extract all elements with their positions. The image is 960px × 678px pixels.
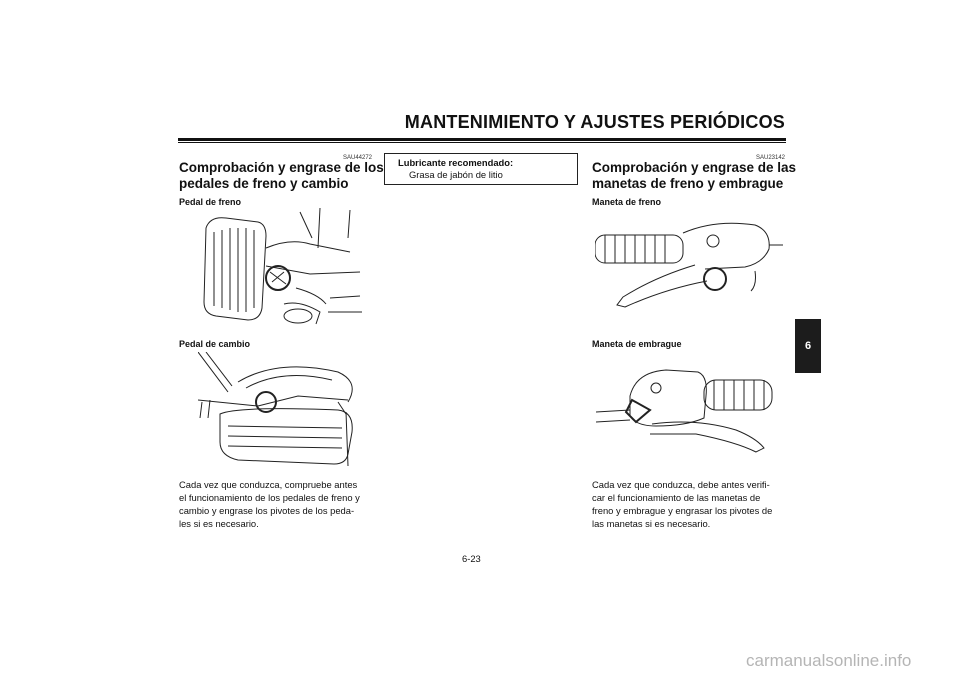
chapter-tab (795, 319, 821, 373)
brake-pedal-illustration (200, 208, 365, 332)
header-rule-thin (178, 142, 786, 143)
watermark: carmanualsonline.info (746, 651, 912, 670)
left-body-text (179, 478, 373, 530)
brake-lever-label: Maneta de freno (592, 197, 662, 207)
page-number: 6-23 (462, 553, 481, 564)
lubricant-value: Grasa de jabón de litio (409, 169, 503, 180)
section-code: SAU23142 (756, 155, 786, 161)
body-line: car el funcionamiento de las manetas de (592, 492, 761, 503)
section-heading-line: pedales de freno y cambio (179, 176, 349, 191)
section-code: SAU44272 (343, 155, 373, 161)
body-line: freno y embrague y engrasar los pivotes de (592, 505, 773, 516)
body-line: les si es necesario. (179, 518, 259, 529)
chapter-tab-label: 6 (804, 340, 812, 352)
shift-pedal-illustration (198, 352, 366, 470)
body-line: cambio y engrase los pivotes de los peda- (179, 505, 355, 516)
section-heading (592, 160, 796, 192)
lubricant-title: Lubricante recomendado: (398, 157, 514, 168)
body-line: Cada vez que conduzca, compruebe antes (179, 479, 358, 490)
lubricant-box (384, 153, 578, 185)
section-heading-line: Comprobación y engrase de los (179, 160, 384, 175)
clutch-lever-illustration (596, 356, 786, 456)
body-line: las manetas si es necesario. (592, 518, 711, 529)
section-heading (179, 160, 384, 192)
section-heading-line: Comprobación y engrase de las (592, 160, 797, 175)
page-title: MANTENIMIENTO Y AJUSTES PERIÓDICOS (404, 112, 785, 132)
right-body-text (592, 478, 786, 530)
shift-pedal-label: Pedal de cambio (179, 339, 251, 349)
clutch-lever-label: Maneta de embrague (592, 339, 682, 349)
section-heading-line: manetas de freno y embrague (592, 176, 784, 191)
brake-lever-illustration (595, 215, 785, 315)
body-line: Cada vez que conduzca, debe antes verifi- (592, 479, 770, 490)
body-line: el funcionamiento de los pedales de freno y (179, 492, 360, 503)
brake-pedal-label: Pedal de freno (179, 197, 242, 207)
header-rule (178, 138, 786, 141)
